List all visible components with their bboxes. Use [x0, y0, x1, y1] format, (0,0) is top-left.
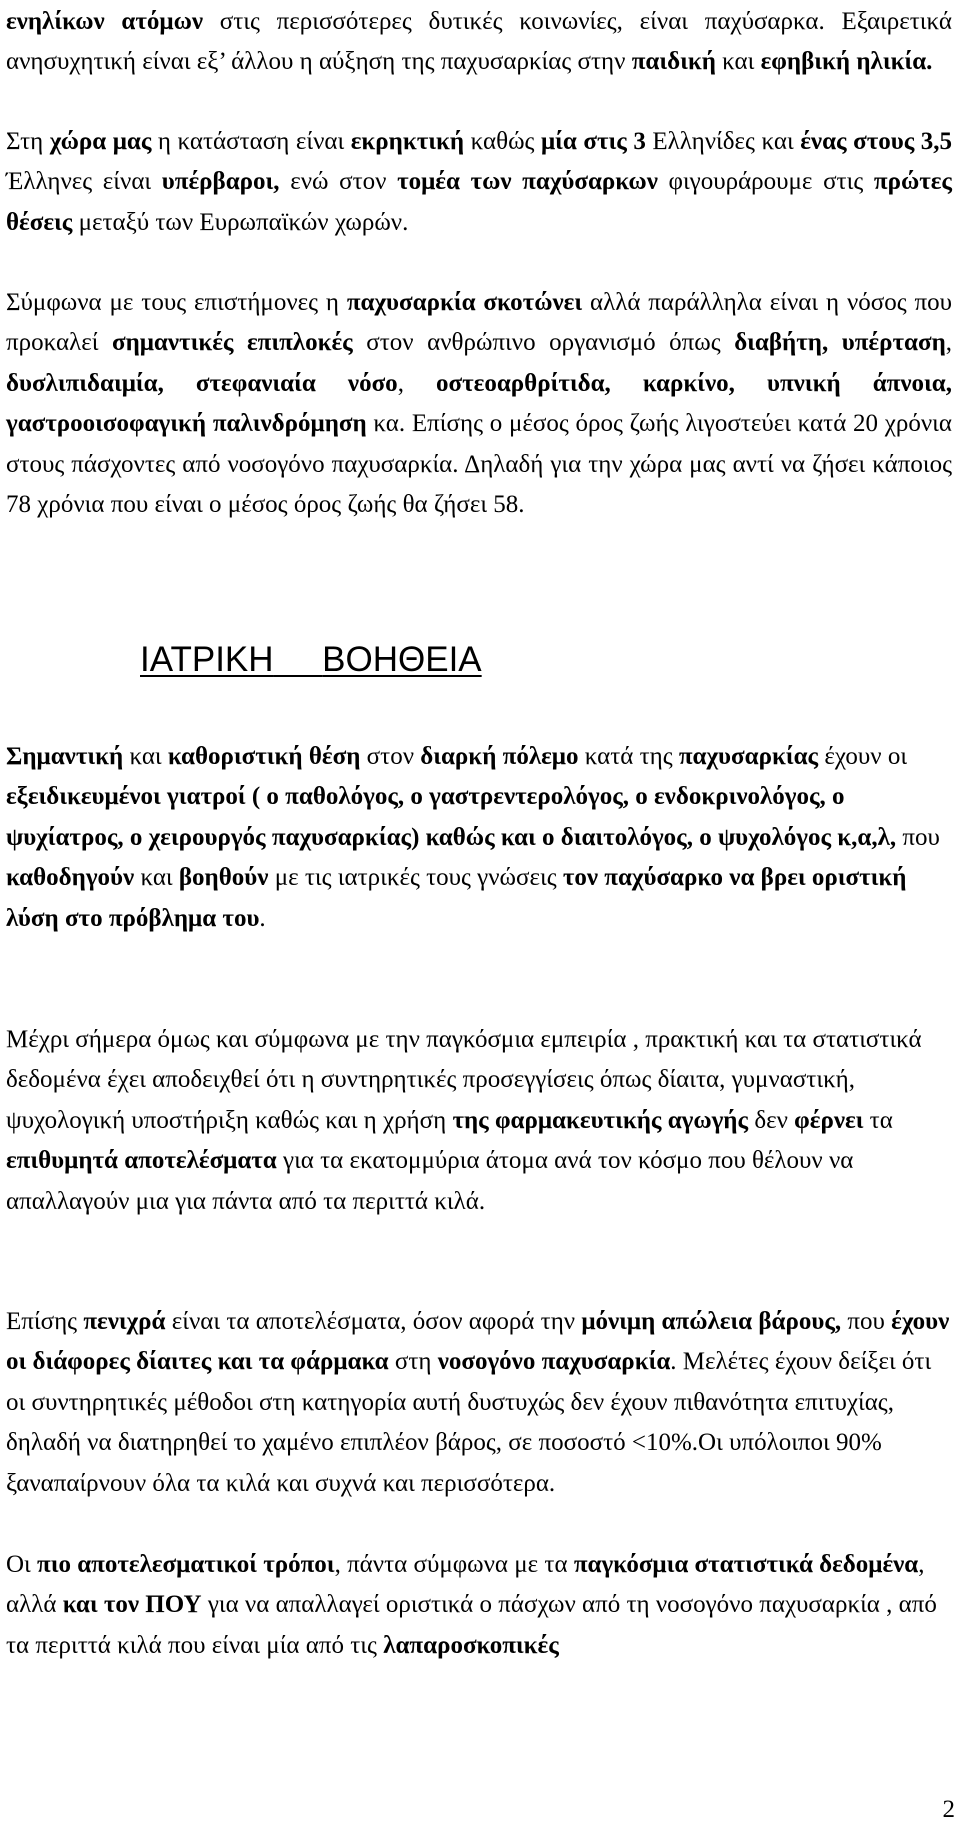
- text-run: δεν: [748, 1106, 795, 1134]
- text-run: για να απαλλαγεί οριστικά ο πάσχων από τη νοσογόνο παχυσαρκία , από τα περιττά κιλά που είναι μία από τις: [6, 1591, 937, 1659]
- text-run: που: [841, 1308, 892, 1335]
- text-run: , πάντα σύμφωνα με τα: [334, 1551, 574, 1578]
- heading-word-1: ΙΑΤΡΙΚΗ: [140, 640, 274, 679]
- section-heading: [140, 638, 482, 682]
- text-run: στη: [388, 1348, 438, 1376]
- heading-word-2: ΒΟΗΘΕΙΑ: [322, 640, 482, 679]
- bold-text-run: Σημαντική: [6, 743, 124, 770]
- bold-text-run: μόνιμη απώλεια βάρους,: [581, 1308, 842, 1335]
- paragraph-intro: [6, 2, 952, 83]
- text-run: Μέχρι σήμερα όμως και σύμφωνα με την παγκόσμια εμπειρία , πρακτική και τα στατιστικά δεδομένα έχει αποδειχθεί ότι η συντηρητικές προσεγγίσεις όπως δίαιτα, γυμναστική, ψυχολογική υποστήριξη καθώς και η χρήση: [6, 1026, 922, 1134]
- text-run: και: [134, 864, 179, 892]
- text-run: στον ανθρώπινο οργανισμό όπως: [352, 329, 735, 357]
- text-run: Σύμφωνα με τους επιστήμονες η: [6, 289, 347, 316]
- text-run: και: [123, 743, 168, 770]
- bold-text-run: ενηλίκων ατόμων: [6, 8, 204, 35]
- bold-text-run: έχουν οι διάφορες δίαιτες και τα φάρμακα: [6, 1308, 950, 1376]
- bold-text-run: επιθυμητά αποτελέσματα: [6, 1147, 277, 1175]
- text-run: καθώς: [464, 128, 541, 155]
- bold-text-run: δυσλιπιδαιμία, στεφανιαία νόσο: [6, 369, 398, 397]
- text-run: ,: [945, 329, 953, 357]
- bold-text-run: παχυσαρκίας: [678, 743, 819, 770]
- bold-text-run: λαπαροσκοπικές: [383, 1631, 559, 1659]
- bold-text-run: οστεοαρθρίτιδα, καρκίνο, υπνική άπνοια, γαστροοισοφαγική παλινδρόμηση: [6, 369, 952, 438]
- bold-text-run: φέρνει: [794, 1106, 864, 1134]
- bold-text-run: χώρα μας: [49, 128, 152, 155]
- bold-text-run: και τον ΠΟΥ: [62, 1591, 202, 1619]
- text-run: είναι τα αποτελέσματα, όσον αφορά την: [165, 1308, 582, 1335]
- text-run: .: [259, 904, 266, 932]
- text-run: κα. Επίσης ο μέσος όρος ζωής λιγοστεύει κατά 20 χρόνια στους πάσχοντες από νοσογόνο παχυσαρκία. Δηλαδή για την χώρα μας αντί να ζήσει κάποιος 78 χρόνια που είναι ο μέσος όρος ζωής θα ζήσει 58.: [6, 410, 952, 519]
- bold-text-run: σημαντικές επιπλοκές: [111, 329, 353, 357]
- bold-text-run: υπέρβαροι,: [161, 168, 280, 196]
- text-run: και: [715, 48, 761, 76]
- bold-text-run: τομέα των παχύσαρκων: [397, 168, 658, 196]
- paragraph-greece-statistics: [6, 122, 952, 243]
- text-run: έχουν οι: [818, 743, 908, 770]
- bold-text-run: πρώτες θέσεις: [6, 168, 952, 236]
- paragraph-poor-results: [6, 1302, 952, 1504]
- bold-text-run: εκρηκτική: [350, 128, 465, 155]
- text-run: Έλληνες είναι: [6, 168, 162, 196]
- bold-text-run: της φαρμακευτικής αγωγής: [452, 1106, 749, 1134]
- text-run: Ελληνίδες και: [645, 128, 801, 155]
- text-run: τα: [863, 1106, 893, 1134]
- paragraph-health-risks: [6, 283, 952, 525]
- bold-text-run: καθοδηγούν: [6, 864, 135, 892]
- text-run: με τις ιατρικές τους γνώσεις: [268, 864, 563, 892]
- paragraph-effective-methods: [6, 1545, 952, 1666]
- bold-text-run: παγκόσμια στατιστικά δεδομένα: [573, 1551, 919, 1578]
- text-run: , αλλά: [6, 1551, 925, 1619]
- bold-text-run: παχυσαρκία σκοτώνει: [346, 289, 583, 316]
- bold-text-run: νοσογόνο παχυσαρκία: [437, 1348, 671, 1376]
- bold-text-run: καθοριστική θέση: [167, 743, 361, 770]
- paragraph-medical-specialists: [6, 737, 952, 939]
- text-run: που: [896, 823, 940, 851]
- text-run: η κατάσταση είναι: [151, 128, 351, 155]
- bold-text-run: ένας στους 3,5: [800, 128, 953, 155]
- bold-text-run: τον παχύσαρκο να βρει οριστική λύση στο πρόβλημα του: [6, 864, 907, 932]
- text-run: Οι: [6, 1551, 38, 1578]
- bold-text-run: μία στις 3: [540, 128, 646, 155]
- text-run: κατά της: [578, 743, 679, 770]
- text-run: Επίσης: [6, 1308, 84, 1335]
- text-run: στον: [360, 743, 421, 770]
- page-number: 2: [942, 1796, 955, 1823]
- text-run: για τα εκατομμύρια άτομα ανά τον κόσμο που θέλουν να απαλλαγούν μια για πάντα από τα περιττά κιλά.: [6, 1147, 854, 1215]
- text-run: ,: [397, 369, 437, 397]
- text-run: στις περισσότερες δυτικές κοινωνίες, είναι παχύσαρκα. Εξαιρετικά ανησυχητική είναι εξ’ άλλου η αύξηση της παχυσαρκίας στην: [6, 8, 952, 76]
- bold-text-run: διαρκή πόλεμο: [420, 743, 579, 770]
- bold-text-run: διαβήτη, υπέρταση: [734, 329, 946, 357]
- bold-text-run: πιο αποτελεσματικοί τρόποι: [37, 1551, 335, 1578]
- bold-text-run: εξειδικευμένοι γιατροί ( ο παθολόγος, ο γαστρεντερολόγος, ο ενδοκρινολόγος, ο ψυχίατρος, ο χειρουργός παχυσαρκίας) καθώς και ο διαιτολόγος, ο ψυχολόγος κ,α,λ,: [6, 783, 897, 851]
- bold-text-run: πενιχρά: [83, 1308, 166, 1335]
- text-run: Στη: [6, 128, 50, 155]
- bold-text-run: βοηθούν: [178, 864, 269, 892]
- text-run: . Μελέτες έχουν δείξει ότι οι συντηρητικές μέθοδοι στη κατηγορία αυτή δυστυχώς δεν έχουν πιθανότητα επιτυχίας, δηλαδή να διατηρηθεί το χαμένο επιπλέον βάρος, σε ποσοστό <10%.Οι υπόλοιποι 90% ξαναπαίρνουν όλα τα κιλά και συχνά και περισσότερα.: [6, 1348, 932, 1497]
- text-run: αλλά παράλληλα είναι η νόσος που προκαλεί: [6, 289, 953, 357]
- text-run: φιγουράρουμε στις: [657, 168, 874, 196]
- paragraph-conservative-treatment: [6, 1020, 952, 1222]
- bold-text-run: παιδική: [631, 48, 716, 76]
- text-run: μεταξύ των Ευρωπαϊκών χωρών.: [72, 208, 409, 236]
- text-run: ενώ στον: [279, 168, 398, 196]
- bold-text-run: εφηβική ηλικία.: [760, 48, 933, 76]
